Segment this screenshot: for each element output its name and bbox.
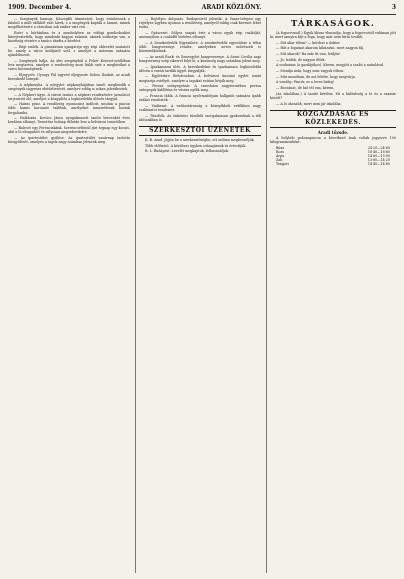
column-2 <box>139 17 261 575</box>
article-paragraph: — Egyletekre Belvárosban. A belvárosi kaszinó egylet ismét megtartja estélyét, amelyre a tagokat ezúton hívják meg. <box>139 74 261 83</box>
article-paragraph: Ezért a kórházban és a menhelyben az eddigi gondoskodást kiterjesztették, hogy mindenki kapjon valamit, akinek szüksége van, a bizottság részére a tanács átadta a kérdést. <box>8 30 130 44</box>
joke-paragraph: — Mit akar tőlem? — kérdezi a doktor. <box>276 40 341 45</box>
commodity-price: 14·60—15·00 <box>367 153 390 158</box>
joke-paragraph: A szobainas (a gazdájához). Kérem, megjött a szabó a számlával. <box>276 63 385 68</box>
article-paragraph: — Rejtélyes dolgozás. Budapestről jelentik: A Vasas-telepen egy rejtélyes ügyben nyomoz a rendőrség, amelyről eddig csak keveset lehet tudni. <box>139 17 261 30</box>
article-paragraph: — Gyászeset. Súlyos csapás érte a város egyik régi családját, amennyiben a családfő hirtelen elhunyt. <box>139 30 261 40</box>
article-paragraph: — Iparkamarai ülés. A kereskedelmi és iparkamara legközelebbi ülésén a vasúti tarifák ügyét tárgyalják. <box>139 64 261 73</box>
header-page-number: 3 <box>391 4 396 11</box>
article-paragraph: — Vadászat. A vadásztársaság a környékbeli erdőkben nagy vadászatot rendezett. <box>139 103 261 112</box>
article-paragraph: — Szegények hamuja. Kőszegfői útmutatott, hogy özönlennek a faluból a múlt időkből való hírek, s a szegények kapták a hamut, minek megélhetésére a városban sok ember várt reá. <box>8 17 130 30</box>
editorial-message: R. L. Budapest. Levelét megkaptuk, felhasználjuk. <box>145 149 229 154</box>
header-rule <box>8 14 396 15</box>
commodity-price: 24·20—24·60 <box>367 145 390 150</box>
article-paragraph: — Perzsa szőnyegvásár. A városháza nagytermében perzsa szőnyegek kiállítása és vására nyílik meg. <box>139 84 261 93</box>
economy-section-title: KÖZGAZDASÁG ÉS KÖZLEKEDÉS. <box>270 110 396 128</box>
joke-paragraph: — Bocsánat, de hát tél van, kérem. <box>276 86 335 91</box>
header-date: 1909. December 4. <box>8 4 72 11</box>
commodity-name: Árpa <box>276 153 285 158</box>
column-1 <box>8 17 130 575</box>
editorial-messages-title: SZERKESZTŐI ÜZENETEK <box>139 126 261 136</box>
article-paragraph: — Halálozás. Kovács János nyugalmazott tanító hetvenkét éves korában elhunyt. Temetése holnap délután lesz a belvárosi temetőben. <box>8 116 130 125</box>
header-masthead: ARADI KÖZLÖNY. <box>201 4 262 11</box>
page-header <box>8 4 396 14</box>
column-divider <box>266 17 267 573</box>
column-3 <box>270 17 396 575</box>
article-paragraph: — Az aradi Ének- és Zeneegylet hangversenye. A Szent Cecília napi hangverseny szép sikerrel folyt le, a közönség nagy számban jelent meg. <box>139 54 261 63</box>
jokes-section-title: TÁRKASÁGOK. <box>290 19 376 29</box>
editorial-message: Több előfizető. A kérdéses ügyben utánajárunk és értesítjük. <box>145 143 247 148</box>
joke-paragraph: — Jó, leülök, de nagyon félek. <box>276 57 326 62</box>
article-paragraph: — Hamis pénz. A rendőrség nyomozást indított, miután a piacon több hamis koronást találtak, amelyeket ismeretlenek hoztak forgalomba. <box>8 102 130 115</box>
article-paragraph: — Francia tábla. A francia nyelvtanfolyam hallgatói számára újabb órákat rendeztek. <box>139 94 261 103</box>
article-paragraph: — Baleset egy Ferenciskánk. Szerencsétlenül járt tegnap egy kocsis, akit a ló elragadott és súlyosan megsebesítette. <box>8 126 130 135</box>
editorial-message: K. B. Arad. Jöjjön be a szerkesztőségbe, ott szóban megbeszéljük. <box>145 137 255 142</box>
joke-paragraph: — Mondja neki, hogy nem vagyok itthon. <box>276 69 345 74</box>
joke-paragraph: — Mit akarok? Ha már itt van, leüljön! <box>276 52 341 57</box>
joke-paragraph: A vendég: Pincér, ez a leves hideg! <box>276 80 335 85</box>
commodity-price: 18·40—18·80 <box>367 149 390 154</box>
article-paragraph: — Az ipartestület gyűlése. Az ipartestület vasárnap tartotta közgyűlését, amelyen a tagok nagy számban jelentek meg. <box>8 135 130 145</box>
exchange-intro: A helybeli gabonapiacon a következő árak voltak jegyezve 100 kilogrammonként: <box>270 135 396 144</box>
commodity-price: 14·40—14·80 <box>367 162 390 167</box>
price-row <box>270 162 396 166</box>
joke-paragraph: — Már mondtam, de azt felelte, hogy megvárja. <box>276 74 356 79</box>
joke-paragraph: — Hát a fogamat akarom kihúzatni, mert nagyon fáj. <box>276 46 365 51</box>
commodity-price: 13·80—14·20 <box>367 157 390 162</box>
article-paragraph: — Eljegyzés. Gyorgy Pál ügyvéd eljegyezte Dobos Ilonkát, az aradi kereskedő leányát. <box>8 72 130 82</box>
article-paragraph: — Régi emlék. A gimnázium igazgatója egy régi oklevelet mutatott be, amely a város múltjáról szól, s amelyet a múzeum számára ajándékozott. <box>8 44 130 58</box>
commodity-name: Búza <box>276 145 285 150</box>
article-paragraph: — A Zenekedvelők Egyesülete. A zenekedvelők egyesülete a télen több hangversenyt rendez, amelyeken neves művészek is közreműködnek. <box>139 40 261 54</box>
column-divider <box>135 17 136 573</box>
joke-paragraph: (Az iskolában.) A tanító kérdezi: Mi a különbség a ló és a szamár között? <box>270 91 396 100</box>
article-paragraph: — A Népkert ügye. A városi tanács a népkert rendezésére javaslatot terjesztett elő, amelyet a közgyűlés a legközelebbi ülésén tárgyal. <box>8 92 130 101</box>
commodity-name: Zab <box>276 157 283 162</box>
joke-paragraph: (A fogorvosnál.) Egyik kliens elmondja, hogy a fogorvostól vidáman jött ki, mert annyira fájt a foga, hogy már nem bírta tovább. <box>270 31 396 40</box>
commodity-name: Tengeri <box>276 162 289 167</box>
article-paragraph: — Szegények bálja. Az idei szegénybál a Fehér Kereszt-szállóban lesz megtartva, amelyre a rendezőség most küldi szét a meghívókat a város közönségének. <box>8 58 130 72</box>
article-paragraph: — Tűzoltók. Az önkéntes tűzoltók szorgalmasan gyakorolnak a téli időszakban is. <box>139 113 261 122</box>
article-paragraph: — A népkonyha. A nőegylet népkonyhájában ismét megkezdik a szegények ingyenes ebédeltetését, amelyre eddig is sokan jelentkeztek. <box>8 82 130 91</box>
exchange-subtitle: Aradi tőzsde. <box>317 129 349 135</box>
joke-paragraph: — A ló okosabb, mert nem jár iskolába. <box>276 101 342 106</box>
commodity-name: Rozs <box>276 149 284 154</box>
